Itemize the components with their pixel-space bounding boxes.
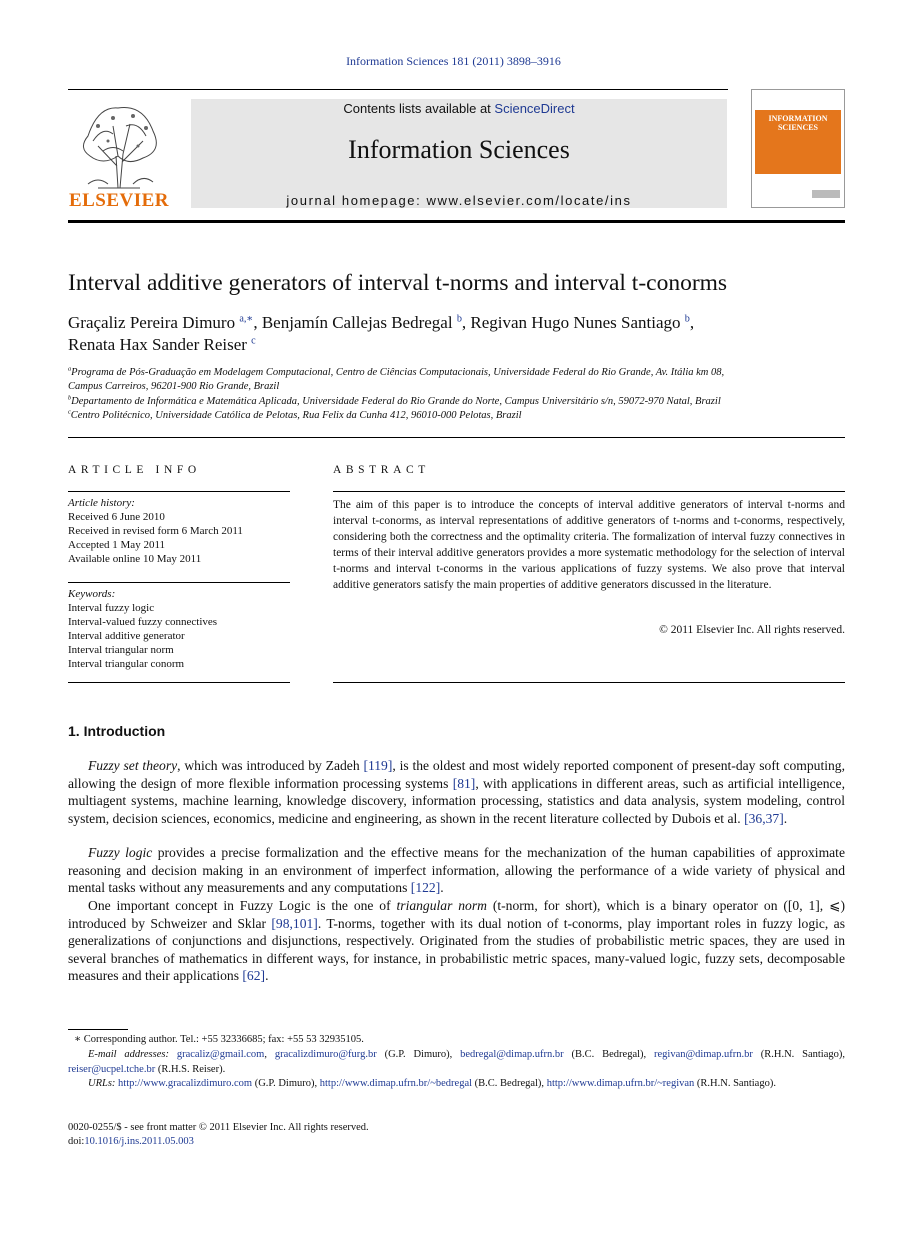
footnote-text: , xyxy=(264,1049,275,1060)
keyword-item: Interval triangular norm xyxy=(68,644,174,656)
author-affiliation-mark[interactable]: b xyxy=(684,313,690,325)
article-title: Interval additive generators of interval t-norms and interval t-conorms xyxy=(68,270,728,296)
header-thick-rule xyxy=(68,220,845,223)
url-label: URLs: xyxy=(88,1078,116,1089)
affiliation-a xyxy=(68,366,724,394)
body-text: One important concept in Fuzzy Logic is the one of xyxy=(88,898,397,913)
journal-homepage-link[interactable]: journal homepage: www.elsevier.com/locate/ins xyxy=(286,193,632,208)
sciencedirect-link[interactable]: ScienceDirect xyxy=(494,101,575,116)
body-text: (t-norm, for short), which is a binary operator on ( xyxy=(486,898,788,913)
keyword-item: Interval triangular conorm xyxy=(68,658,185,670)
email-link[interactable]: reiser@ucpel.tche.br xyxy=(68,1063,156,1075)
author-name: Regivan Hugo Nunes Santiago xyxy=(470,313,681,332)
history-item: Accepted 1 May 2011 xyxy=(68,539,166,551)
affiliation-b xyxy=(68,395,721,409)
citation-link[interactable]: [98,101] xyxy=(271,915,318,931)
emphasis-text: Fuzzy logic xyxy=(88,845,153,860)
email-link[interactable]: gracaliz@gmail.com xyxy=(176,1049,265,1060)
keyword-item: Interval fuzzy logic xyxy=(68,602,155,614)
author-affiliation-mark[interactable]: a,∗ xyxy=(239,313,254,325)
history-item: Received in revised form 6 March 2011 xyxy=(68,525,243,537)
issn-line: 0020-0255/$ - see front matter © 2011 Elsevier Inc. All rights reserved. xyxy=(68,1122,369,1133)
affiliation-mark: c xyxy=(68,408,71,416)
intro-paragraph-2 xyxy=(68,844,845,897)
url-footnote xyxy=(68,1077,845,1092)
journal-title: Information Sciences xyxy=(348,135,570,164)
article-info-bottom-rule xyxy=(68,682,290,683)
author-name: Renata Hax Sander Reiser xyxy=(68,335,247,354)
affiliation-mark: a xyxy=(68,365,72,373)
article-history-label: Article history: xyxy=(68,497,135,509)
keyword-item: Interval additive generator xyxy=(68,630,185,642)
url-link[interactable]: http://www.dimap.ufrn.br/~bedregal xyxy=(319,1078,473,1089)
contents-prefix: Contents lists available at xyxy=(343,101,495,116)
history-item: Received 6 June 2010 xyxy=(68,511,165,523)
affiliation-text: Centro Politécnico, Universidade Católica de Pelotas, Rua Felix da Cunha 412, 96010-000 Pelotas, Brazil xyxy=(70,410,522,421)
header-top-rule xyxy=(68,89,728,90)
abstract-copyright: © 2011 Elsevier Inc. All rights reserved. xyxy=(659,624,845,636)
footnote-text: (B.C. Bedregal), xyxy=(472,1078,547,1089)
footnote-text: (G.P. Dimuro), xyxy=(252,1078,320,1089)
introduction-heading: 1. Introduction xyxy=(68,723,166,739)
affiliation-c xyxy=(68,409,522,423)
email-footnote xyxy=(68,1048,845,1077)
footnote-text: (R.H.N. Santiago). xyxy=(694,1078,776,1089)
corresponding-author-note: ∗ Corresponding author. Tel.: +55 32336685; fax: +55 53 32935105. xyxy=(74,1034,364,1045)
body-text: ) introduced by Schweizer and Sklar xyxy=(68,898,845,931)
doi-label: doi: xyxy=(68,1136,85,1147)
body-text: . xyxy=(440,880,444,896)
footnote-text: (B.C. Bedregal), xyxy=(563,1049,654,1060)
affiliations-rule xyxy=(68,437,845,438)
author-line-1: Graçaliz Pereira Dimuro $^{a,∗}$, Benjamín Callejas Bedregal $^b$, Regivan Hugo Nunes Santiago $^b$, xyxy=(68,313,695,332)
footnote-rule xyxy=(68,1029,128,1030)
article-info-heading: ARTICLE INFO xyxy=(68,464,201,476)
doi-line xyxy=(68,1136,194,1147)
math-expression: [0, 1], ⩽ xyxy=(787,898,841,913)
affiliation-text: Departamento de Informática e Matemática Aplicada, Universidade Federal do Rio Grande do Norte, Campus Universitário s/n, 59072-970 Natal, Brazil xyxy=(71,396,721,407)
body-text: , with applications in different areas, such as artificial intelligence, multiagent systems, machine learning, knowledge discovery, information processing, statistics and data analysis, system modeling, control system, decision sciences, economics, medicine and engineering, as shown in the recent literature collected by Dubois et al. xyxy=(68,775,845,826)
contents-line xyxy=(191,101,727,116)
body-text: . T-norms, together with its dual notion of t-conorms, play important roles in fuzzy logic, as generalizations of conjunctions and disjunctions, respectively. Originated from the studies of probabilistic metric spaces, they are used in several branches of mathematics in different ways, for instance, in probabilistic metric spaces, many-valued logic, fuzzy sets, decomposable measures and their applications xyxy=(68,915,845,984)
abstract-bottom-rule xyxy=(333,682,845,683)
citation-link[interactable]: [36,37] xyxy=(744,810,784,826)
journal-reference-link[interactable]: Information Sciences 181 (2011) 3898–3916 xyxy=(346,54,561,68)
body-text: , is the oldest and most widely reported component of present-day soft computing, allowing the design of more flexible information processing systems xyxy=(68,758,846,791)
intro-paragraph-3 xyxy=(68,897,845,985)
abstract-text: The aim of this paper is to introduce the concepts of interval additive generators of interval t-norms and interval t-conorms, as interval representations of additive generators of t-norms and t-conorms, respectively, considering both the correctness and the optimality criteria. The formalization of interval fuzzy connectives in terms of their interval additive generators provides a more systematic methodology for the selection of interval t-norms and interval t-conorms in the various applications of fuzzy systems. We also prove that interval additive generators satisfy the main properties of additive generators discussed in the literature. xyxy=(333,499,845,591)
email-label: E-mail addresses: xyxy=(88,1049,169,1060)
email-link[interactable]: bedregal@dimap.ufrn.br xyxy=(460,1049,564,1060)
email-link[interactable]: regivan@dimap.ufrn.br xyxy=(654,1049,753,1060)
affiliation-text: Programa de Pós-Graduação em Modelagem Computacional, Centro de Ciências Computacionais, Universidade Federal do Rio Grande, Av. Itália km 08, xyxy=(71,367,725,378)
citation-link[interactable]: [62] xyxy=(242,968,266,984)
url-link[interactable]: http://www.dimap.ufrn.br/~regivan xyxy=(546,1078,695,1089)
author-line-2 xyxy=(68,335,256,355)
affiliation-text: Campus Carreiros, 96201-900 Rio Grande, Brazil xyxy=(68,381,280,392)
footnote-text: (R.H.N. Santiago), xyxy=(752,1049,846,1060)
author-affiliation-mark[interactable]: b xyxy=(456,313,462,325)
keywords-label: Keywords: xyxy=(68,588,116,600)
body-text: . xyxy=(265,968,269,984)
article-info-rule xyxy=(68,491,290,492)
citation-link[interactable]: [81] xyxy=(452,775,476,791)
history-item: Available online 10 May 2011 xyxy=(68,553,202,565)
body-text: provides a precise formalization and the effective means for the mechanization of the human capabilities of approximate reasoning and decision making in an environment of imperfect information, allowing the performance of a wide variety of physical and mental tasks without any measurements and any computations xyxy=(68,845,845,896)
intro-paragraph-1 xyxy=(68,757,845,827)
body-text: , which was introduced by Zadeh xyxy=(177,758,364,773)
cover-publisher-mark xyxy=(812,190,840,198)
footnote-text: (G.P. Dimuro), xyxy=(376,1049,461,1060)
email-link[interactable]: gracalizdimuro@furg.br xyxy=(274,1049,377,1060)
body-text: . xyxy=(783,810,788,826)
author-affiliation-mark[interactable]: c xyxy=(251,335,256,347)
citation-link[interactable]: [122] xyxy=(410,880,441,896)
keyword-item: Interval-valued fuzzy connectives xyxy=(68,616,218,628)
abstract-rule xyxy=(333,491,845,492)
affiliation-mark: b xyxy=(68,394,72,402)
cover-title: INFORMATION SCIENCES xyxy=(768,114,828,132)
journal-cover-image xyxy=(751,89,845,208)
elsevier-wordmark: ELSEVIER xyxy=(68,190,170,211)
author-name: Graçaliz Pereira Dimuro xyxy=(68,313,236,332)
abstract-heading: ABSTRACT xyxy=(333,464,430,476)
footnote-text: (R.H.S. Reiser). xyxy=(155,1063,226,1075)
doi-link[interactable]: 10.1016/j.ins.2011.05.003 xyxy=(84,1136,194,1147)
keywords-rule xyxy=(68,582,290,583)
citation-link[interactable]: [119] xyxy=(363,758,393,773)
emphasis-text: triangular norm xyxy=(396,898,487,913)
emphasis-text: Fuzzy set theory xyxy=(88,758,178,773)
author-name: Benjamín Callejas Bedregal xyxy=(261,313,453,332)
url-link[interactable]: http://www.gracalizdimuro.com xyxy=(118,1078,253,1089)
